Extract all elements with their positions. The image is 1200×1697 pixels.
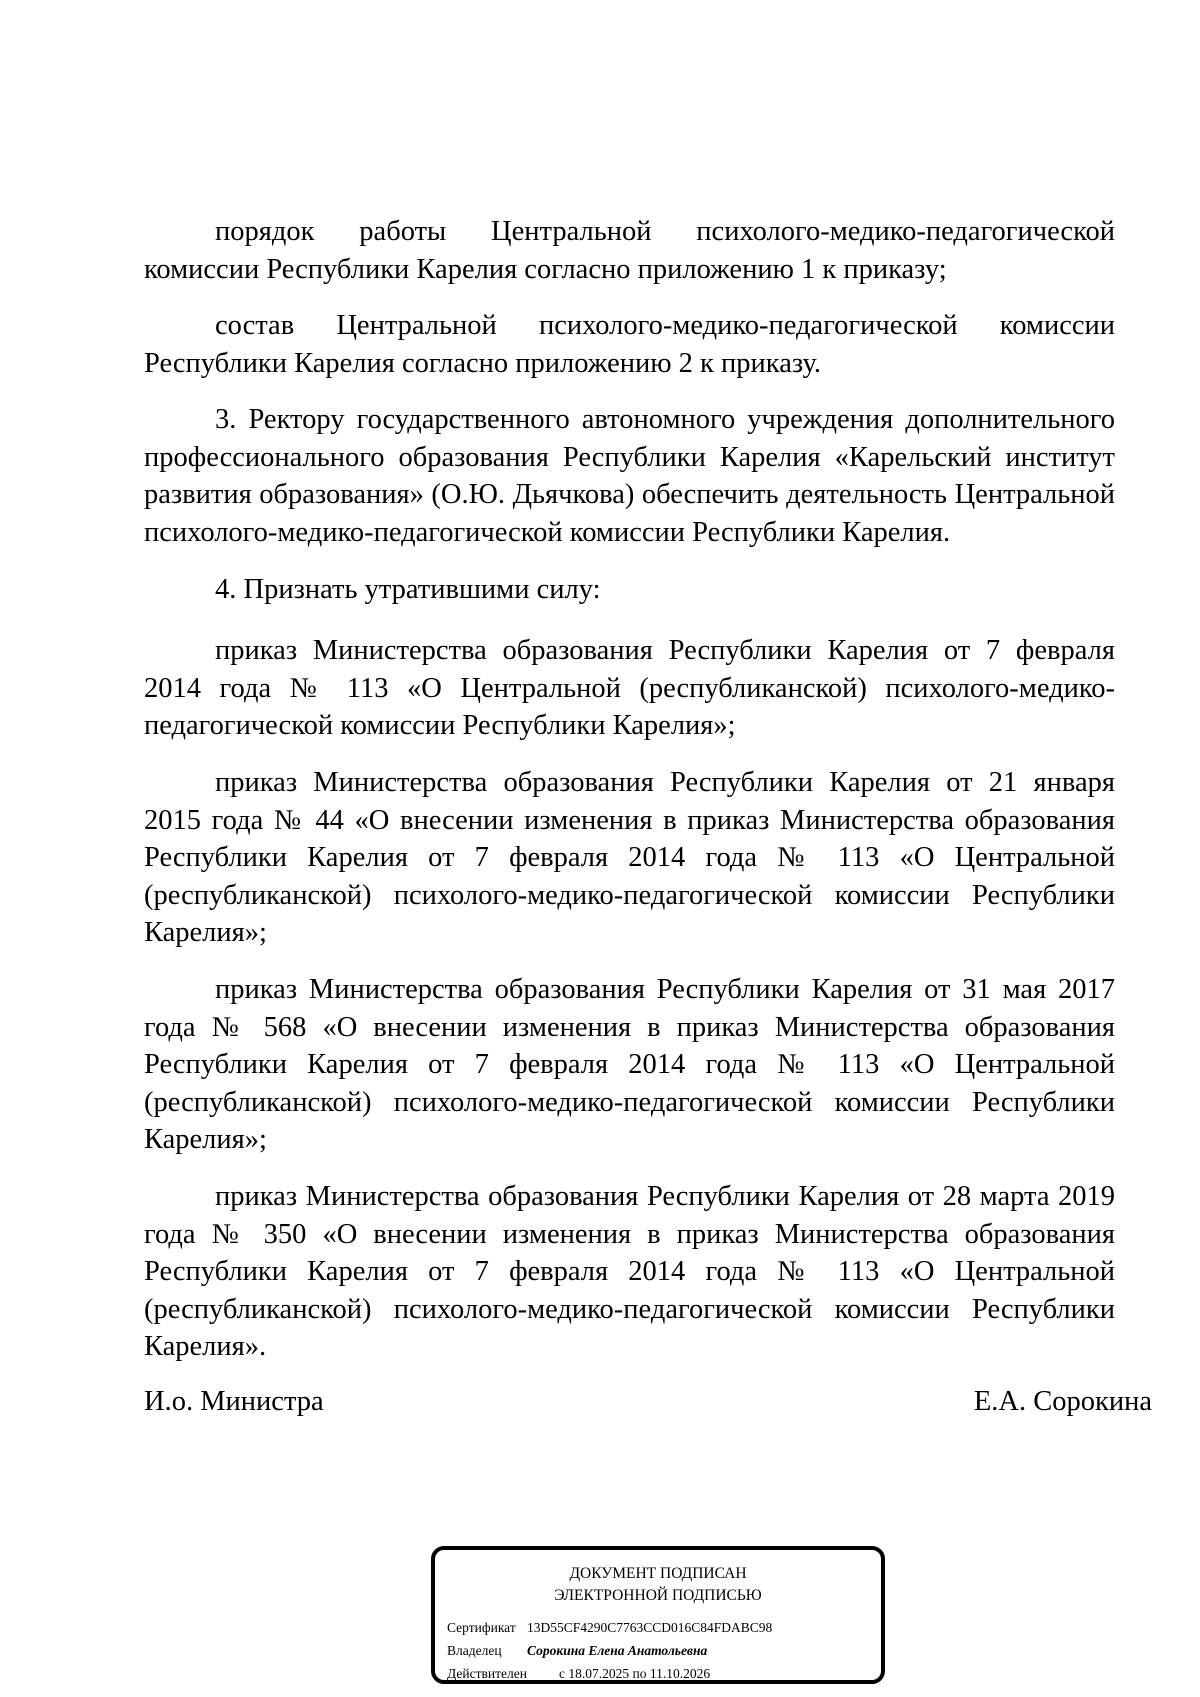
paragraph-composition: состав Центральной психолого-медико-педагогической комиссии Республики Карелия согласно приложению 2 к приказу. bbox=[144, 310, 1115, 379]
signatory-position: И.о. Министра bbox=[144, 1386, 324, 1417]
stamp-owner-label: Владелец bbox=[447, 1643, 502, 1658]
paragraph-order-2019: приказ Министерства образования Республики Карелия от 28 марта 2019 года № 350 «О внесении изменения в приказ Министерства образования Республики Карелия от 7 февраля 2014 года № 113 «О Центральной (республиканской) психолого-медико-педагогической комиссии Республики Карелия». bbox=[144, 1181, 1115, 1362]
stamp-owner-row bbox=[447, 1642, 707, 1660]
paragraph-procedure: порядок работы Центральной психолого-медико-педагогической комиссии Республики Карелия согласно приложению 1 к приказу; bbox=[144, 216, 1115, 285]
stamp-title-line2: ЭЛЕКТРОННОЙ ПОДПИСЬЮ bbox=[554, 1587, 762, 1604]
stamp-title-line1: ДОКУМЕНТ ПОДПИСАН bbox=[569, 1565, 747, 1582]
paragraph-item-3: 3. Ректору государственного автономного учреждения дополнительного профессионального образования Республики Карелия «Карельский институт развития образования» (О.Ю. Дьячкова) обеспечить деятельность Центральной психолого-медико-педагогической комиссии Республики Карелия. bbox=[144, 404, 1115, 548]
paragraph-item-4: 4. Признать утратившими силу: bbox=[215, 574, 601, 605]
stamp-certificate-row bbox=[447, 1619, 772, 1637]
stamp-owner-value: Сорокина Елена Анатольевна bbox=[527, 1643, 708, 1658]
electronic-signature-stamp bbox=[431, 1546, 885, 1684]
paragraph-order-2014: приказ Министерства образования Республики Карелия от 7 февраля 2014 года № 113 «О Центральной (республиканской) психолого-медико-педагогической комиссии Республики Карелия»; bbox=[144, 635, 1115, 741]
signatory-name: Е.А. Сорокина bbox=[973, 1386, 1152, 1417]
paragraph-order-2017: приказ Министерства образования Республики Карелия от 31 мая 2017 года № 568 «О внесении изменения в приказ Министерства образования Республики Карелия от 7 февраля 2014 года № 113 «О Центральной (республиканской) психолого-медико-педагогической комиссии Республики Карелия»; bbox=[144, 974, 1115, 1155]
stamp-valid-row bbox=[447, 1665, 710, 1683]
stamp-certificate-value: 13D55CF4290C7763CCD016C84FDABC98 bbox=[527, 1620, 773, 1635]
stamp-certificate-label: Сертификат bbox=[447, 1620, 516, 1635]
stamp-valid-label: Действителен bbox=[447, 1666, 527, 1681]
paragraph-order-2015: приказ Министерства образования Республики Карелия от 21 января 2015 года № 44 «О внесении изменения в приказ Министерства образования Республики Карелия от 7 февраля 2014 года № 113 «О Центральной (республиканской) психолого-медико-педагогической комиссии Республики Карелия»; bbox=[144, 767, 1115, 948]
stamp-valid-value: с 18.07.2025 по 11.10.2026 bbox=[559, 1666, 711, 1681]
